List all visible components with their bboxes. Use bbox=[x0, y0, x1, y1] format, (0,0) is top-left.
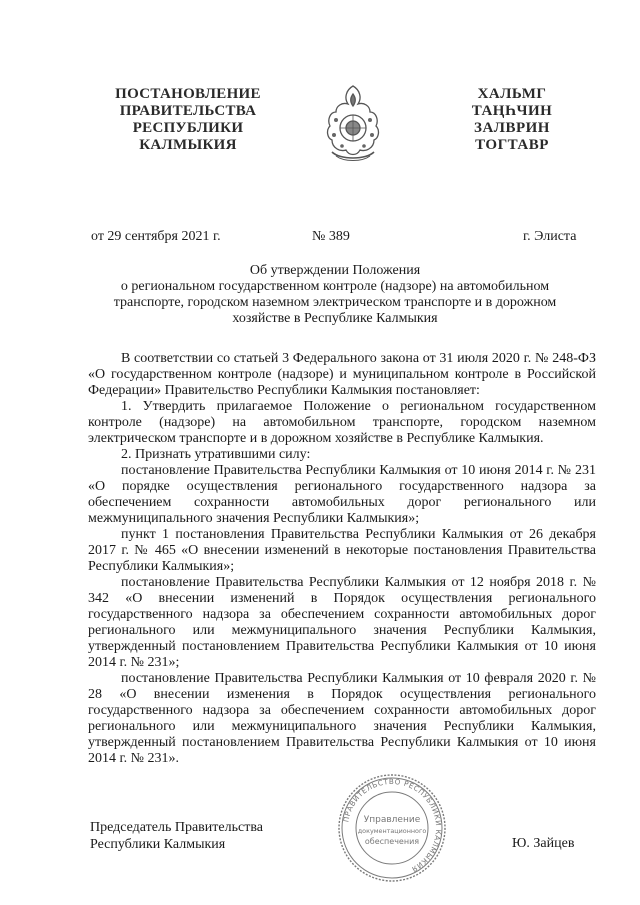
header-right-line: ЗАЛВРИН bbox=[474, 120, 550, 136]
body-paragraph: постановление Правительства Республики Калмыкия от 10 февраля 2020 г. № 28 «О внесении изменения в Порядок осуществления регионального государственного надзора за обеспечением сохранности автомобильных дорог регионального или межмуниципального значения Республики Калмыкия, утвержденный постановлением Правительства Республики Калмыкия от 10 июня 2014 г. № 231». bbox=[88, 671, 596, 766]
document-number: № 389 bbox=[312, 229, 350, 244]
title-line: хозяйстве в Республике Калмыкия bbox=[232, 311, 438, 326]
header-right-line: ХАЛЬМГ bbox=[477, 86, 547, 102]
stamp-center-line: обеспечения bbox=[364, 837, 420, 846]
header-left-line: ПОСТАНОВЛЕНИЕ bbox=[115, 86, 261, 102]
header-left-line: ПРАВИТЕЛЬСТВА bbox=[119, 103, 257, 119]
header-right-line: ТОГТАВР bbox=[475, 137, 549, 153]
document-city: г. Элиста bbox=[523, 229, 577, 244]
header-left-title bbox=[96, 86, 280, 154]
official-stamp-icon bbox=[336, 772, 448, 884]
signatory-position bbox=[90, 819, 263, 853]
signatory-position-line: Республики Калмыкия bbox=[90, 837, 226, 852]
body-paragraph: В соответствии со статьей 3 Федерального закона от 31 июля 2020 г. № 248-ФЗ «О государственном контроле (надзоре) и муниципальном контроле в Российской Федерации» Правительство Республики Калмыкия постановляет: bbox=[88, 351, 596, 398]
title-line: о региональном государственном контроле (надзоре) на автомобильном bbox=[120, 279, 550, 294]
body-paragraph: пункт 1 постановления Правительства Республики Калмыкия от 26 декабря 2017 г. № 465 «О внесении изменений в некоторые постановления Правительства Республики Калмыкия»; bbox=[88, 527, 596, 574]
stamp-ring-text: ПРАВИТЕЛЬСТВО РЕСПУБЛИКИ КАЛМЫКИЯ bbox=[341, 776, 444, 875]
body-paragraph: постановление Правительства Республики Калмыкия от 12 ноября 2018 г. № 342 «О внесении изменений в Порядок осуществления регионального государственного надзора за обеспечением сохранности автомобильных дорог регионального или межмуниципального значения Республики Калмыкия, утвержденный постановлением Правительства Республики Калмыкия от 10 июня 2014 г. № 231»; bbox=[88, 575, 596, 670]
signatory-name: Ю. Зайцев bbox=[512, 836, 575, 851]
body-paragraph: 1. Утвердить прилагаемое Положение о региональном государственном контроле (надзоре) на автомобильном транспорте, городском наземном электрическом транспорте и в дорожном хозяйстве в Республике Калмыкия. bbox=[88, 399, 596, 446]
signatory-position-line: Председатель Правительства bbox=[90, 820, 263, 835]
stamp-center-line: Управление bbox=[363, 815, 421, 825]
document-body bbox=[88, 351, 596, 767]
title-line: Об утверждении Положения bbox=[249, 263, 421, 278]
title-line: транспорте, городском наземном электрическом транспорте и в дорожном bbox=[113, 295, 557, 310]
header-left-line: РЕСПУБЛИКИ bbox=[132, 120, 244, 136]
stamp-center-line: документационного bbox=[357, 827, 427, 835]
body-paragraph: постановление Правительства Республики Калмыкия от 10 июня 2014 г. № 231 «О порядке осуществления регионального государственного надзора за обеспечением сохранности автомобильных дорог регионального или межмуниципального значения Республики Калмыкия»; bbox=[88, 463, 596, 526]
header-right-title bbox=[448, 86, 576, 154]
body-paragraph: 2. Признать утратившими силу: bbox=[121, 447, 311, 462]
document-title bbox=[100, 263, 570, 327]
document-date: от 29 сентября 2021 г. bbox=[91, 229, 221, 244]
header-left-line: КАЛМЫКИЯ bbox=[139, 137, 237, 153]
header-right-line: ТАҢҺЧИН bbox=[471, 103, 553, 119]
kalmykia-emblem-icon bbox=[322, 80, 384, 164]
